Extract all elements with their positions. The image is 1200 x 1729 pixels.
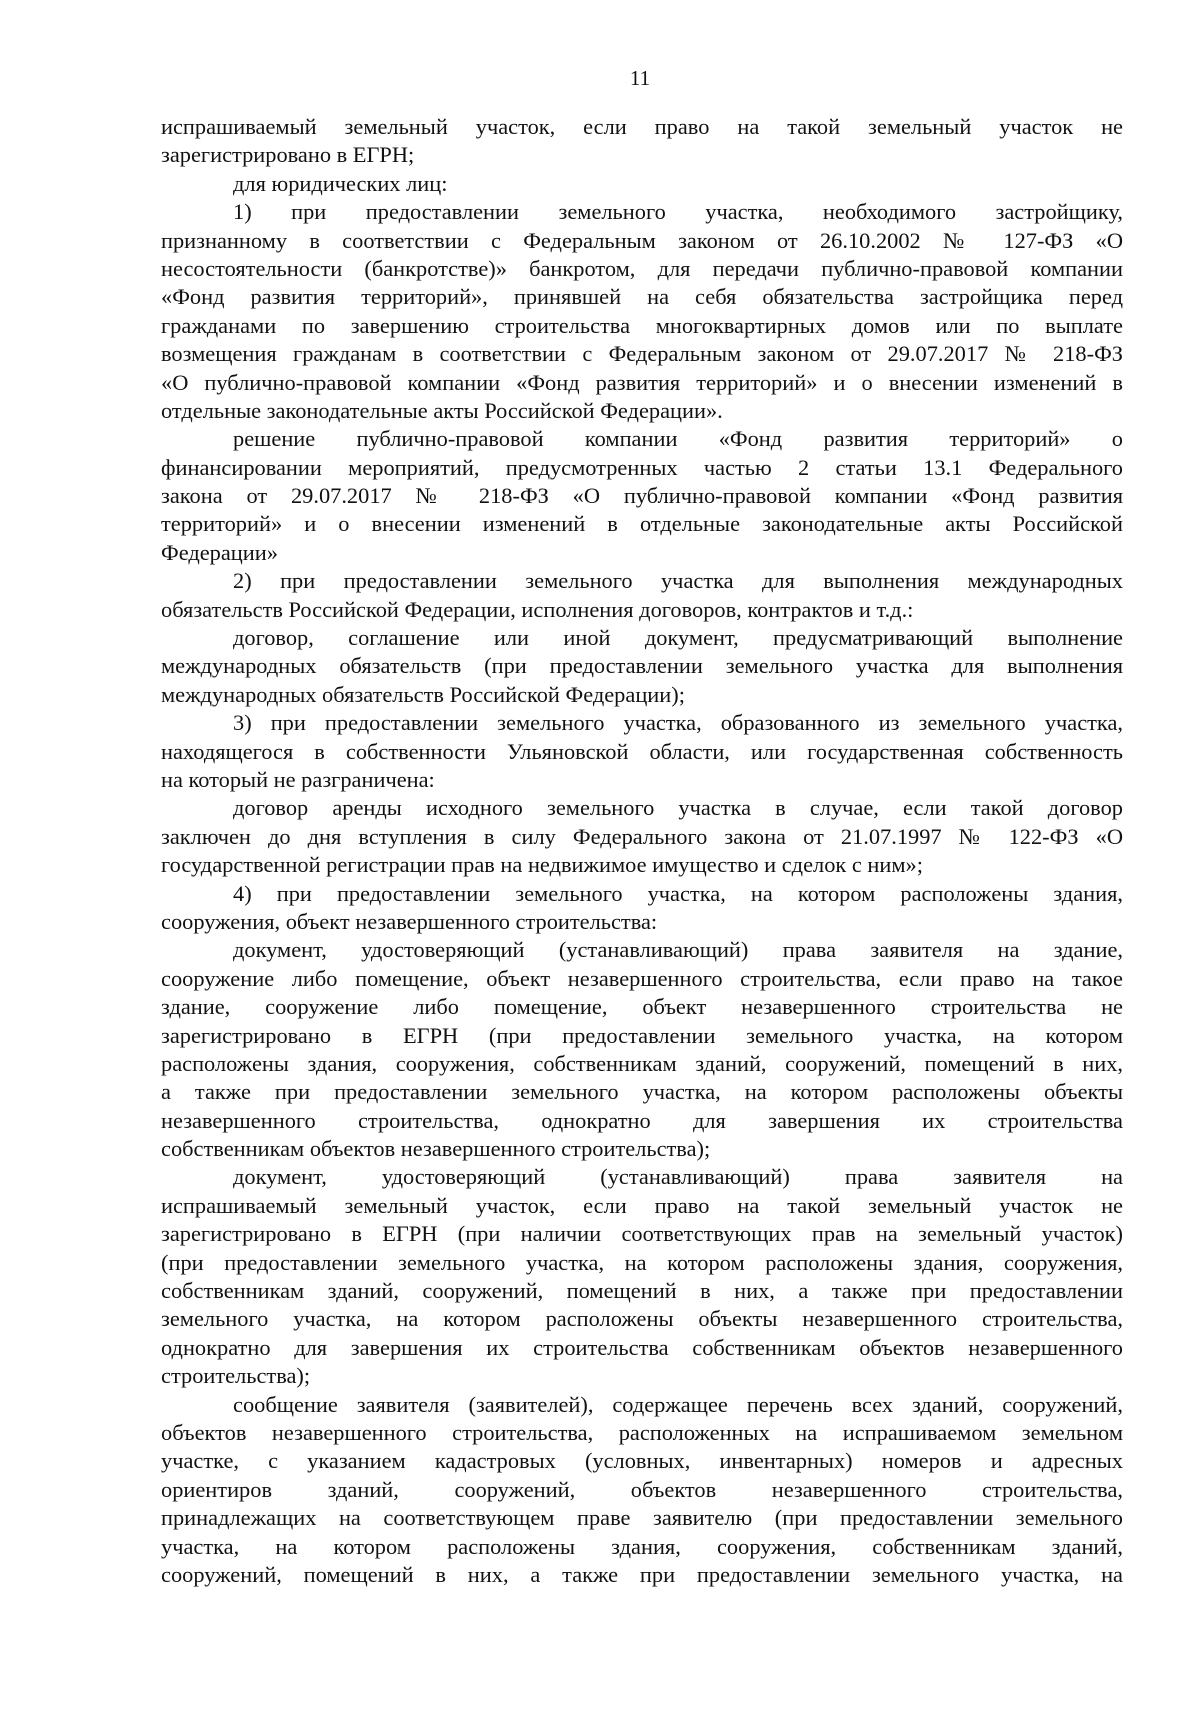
text-line: а также при предоставлении земельного участка, на котором расположены объекты xyxy=(161,1079,1123,1105)
text-line: возмещения гражданам в соответствии с Федеральным законом от 29.07.2017 № 218-ФЗ xyxy=(161,341,1123,367)
text-line: для юридических лиц: xyxy=(233,170,448,196)
text-line: территорий» и о внесении изменений в отдельные законодательные акты Российской xyxy=(161,511,1123,537)
text-line: объектов незавершенного строительства, расположенных на испрашиваемом земельном xyxy=(161,1419,1123,1445)
text-line: «О публично-правовой компании «Фонд развития территорий» и о внесении изменений в xyxy=(161,369,1123,395)
text-line: закона от 29.07.2017 № 218-ФЗ «О публично-правовой компании «Фонд развития xyxy=(161,483,1123,509)
text-line: участка, на котором расположены здания, сооружения, собственникам зданий, xyxy=(161,1533,1123,1559)
text-line: Федерации» xyxy=(161,539,278,565)
text-line: собственникам объектов незавершенного строительства); xyxy=(161,1136,711,1162)
text-line: принадлежащих на соответствующем праве заявителю (при предоставлении земельного xyxy=(161,1505,1123,1531)
text-line: (при предоставлении земельного участка, на котором расположены здания, сооружения, xyxy=(161,1249,1123,1275)
text-line: государственной регистрации прав на недвижимое имущество и сделок с ним»; xyxy=(161,852,923,878)
text-line: строительства); xyxy=(161,1363,311,1389)
text-line: 3) при предоставлении земельного участка, образованного из земельного участка, xyxy=(233,710,1123,736)
text-line: 1) при предоставлении земельного участка, необходимого застройщику, xyxy=(233,199,1123,225)
text-line: международных обязательств Российской Федерации); xyxy=(161,681,685,707)
text-line: договор, соглашение или иной документ, предусматривающий выполнение xyxy=(233,625,1123,651)
text-line: зарегистрировано в ЕГРН (при наличии соответствующих прав на земельный участок) xyxy=(161,1221,1123,1247)
text-line: испрашиваемый земельный участок, если право на такой земельный участок не xyxy=(161,1192,1123,1218)
page-number: 11 xyxy=(629,66,651,90)
document-body xyxy=(161,113,1123,1589)
text-line: испрашиваемый земельный участок, если право на такой земельный участок не xyxy=(161,114,1123,139)
text-line: международных обязательств (при предоставлении земельного участка для выполнения xyxy=(161,653,1123,679)
text-line: признанному в соответствии с Федеральным законом от 26.10.2002 № 127-ФЗ «О xyxy=(161,227,1123,253)
text-line: однократно для завершения их строительства собственникам объектов незавершенного xyxy=(161,1334,1123,1360)
text-line: обязательств Российской Федерации, исполнения договоров, контрактов и т.д.: xyxy=(161,596,914,622)
text-line: сооружения, объект незавершенного строительства: xyxy=(161,908,658,934)
text-line: отдельные законодательные акты Российской Федерации». xyxy=(161,397,723,423)
text-line: договор аренды исходного земельного участка в случае, если такой договор xyxy=(233,795,1123,821)
text-line: финансировании мероприятий, предусмотренных частью 2 статьи 13.1 Федерального xyxy=(161,454,1123,480)
text-line: участке, с указанием кадастровых (условных, инвентарных) номеров и адресных xyxy=(161,1448,1123,1474)
text-line: документ, удостоверяющий (устанавливающий) права заявителя на xyxy=(233,1164,1123,1190)
text-line: документ, удостоверяющий (устанавливающий) права заявителя на здание, xyxy=(233,937,1123,963)
text-line: здание, сооружение либо помещение, объект незавершенного строительства не xyxy=(161,994,1123,1020)
text-line: собственникам зданий, сооружений, помещений в них, а также при предоставлении xyxy=(161,1278,1123,1304)
text-line: ориентиров зданий, сооружений, объектов незавершенного строительства, xyxy=(161,1476,1123,1502)
text-line: решение публично-правовой компании «Фонд развития территорий» о xyxy=(233,426,1123,452)
text-line: сооружение либо помещение, объект незавершенного строительства, если право на такое xyxy=(161,965,1123,991)
text-line: сооружений, помещений в них, а также при предоставлении земельного участка, на xyxy=(161,1561,1123,1587)
text-line: находящегося в собственности Ульяновской области, или государственная собственность xyxy=(161,738,1123,764)
text-line: незавершенного строительства, однократно для завершения их строительства xyxy=(161,1107,1123,1133)
text-line: 4) при предоставлении земельного участка, на котором расположены здания, xyxy=(233,880,1123,906)
text-line: гражданами по завершению строительства многоквартирных домов или по выплате xyxy=(161,312,1123,338)
text-line: «Фонд развития территорий», принявшей на себя обязательства застройщика перед xyxy=(161,284,1123,310)
text-line: сообщение заявителя (заявителей), содержащее перечень всех зданий, сооружений, xyxy=(233,1391,1123,1417)
text-line: зарегистрировано в ЕГРН (при предоставлении земельного участка, на котором xyxy=(161,1022,1123,1048)
text-line: заключен до дня вступления в силу Федерального закона от 21.07.1997 № 122-ФЗ «О xyxy=(161,823,1123,849)
text-line: земельного участка, на котором расположены объекты незавершенного строительства, xyxy=(161,1306,1123,1332)
text-line: расположены здания, сооружения, собственникам зданий, сооружений, помещений в них, xyxy=(161,1050,1123,1076)
text-line: на который не разграничена: xyxy=(161,766,435,792)
text-line: зарегистрировано в ЕГРН; xyxy=(161,142,415,168)
text-line: несостоятельности (банкротстве)» банкротом, для передачи публично-правовой компании xyxy=(161,255,1123,281)
text-line: 2) при предоставлении земельного участка для выполнения международных xyxy=(233,568,1123,594)
